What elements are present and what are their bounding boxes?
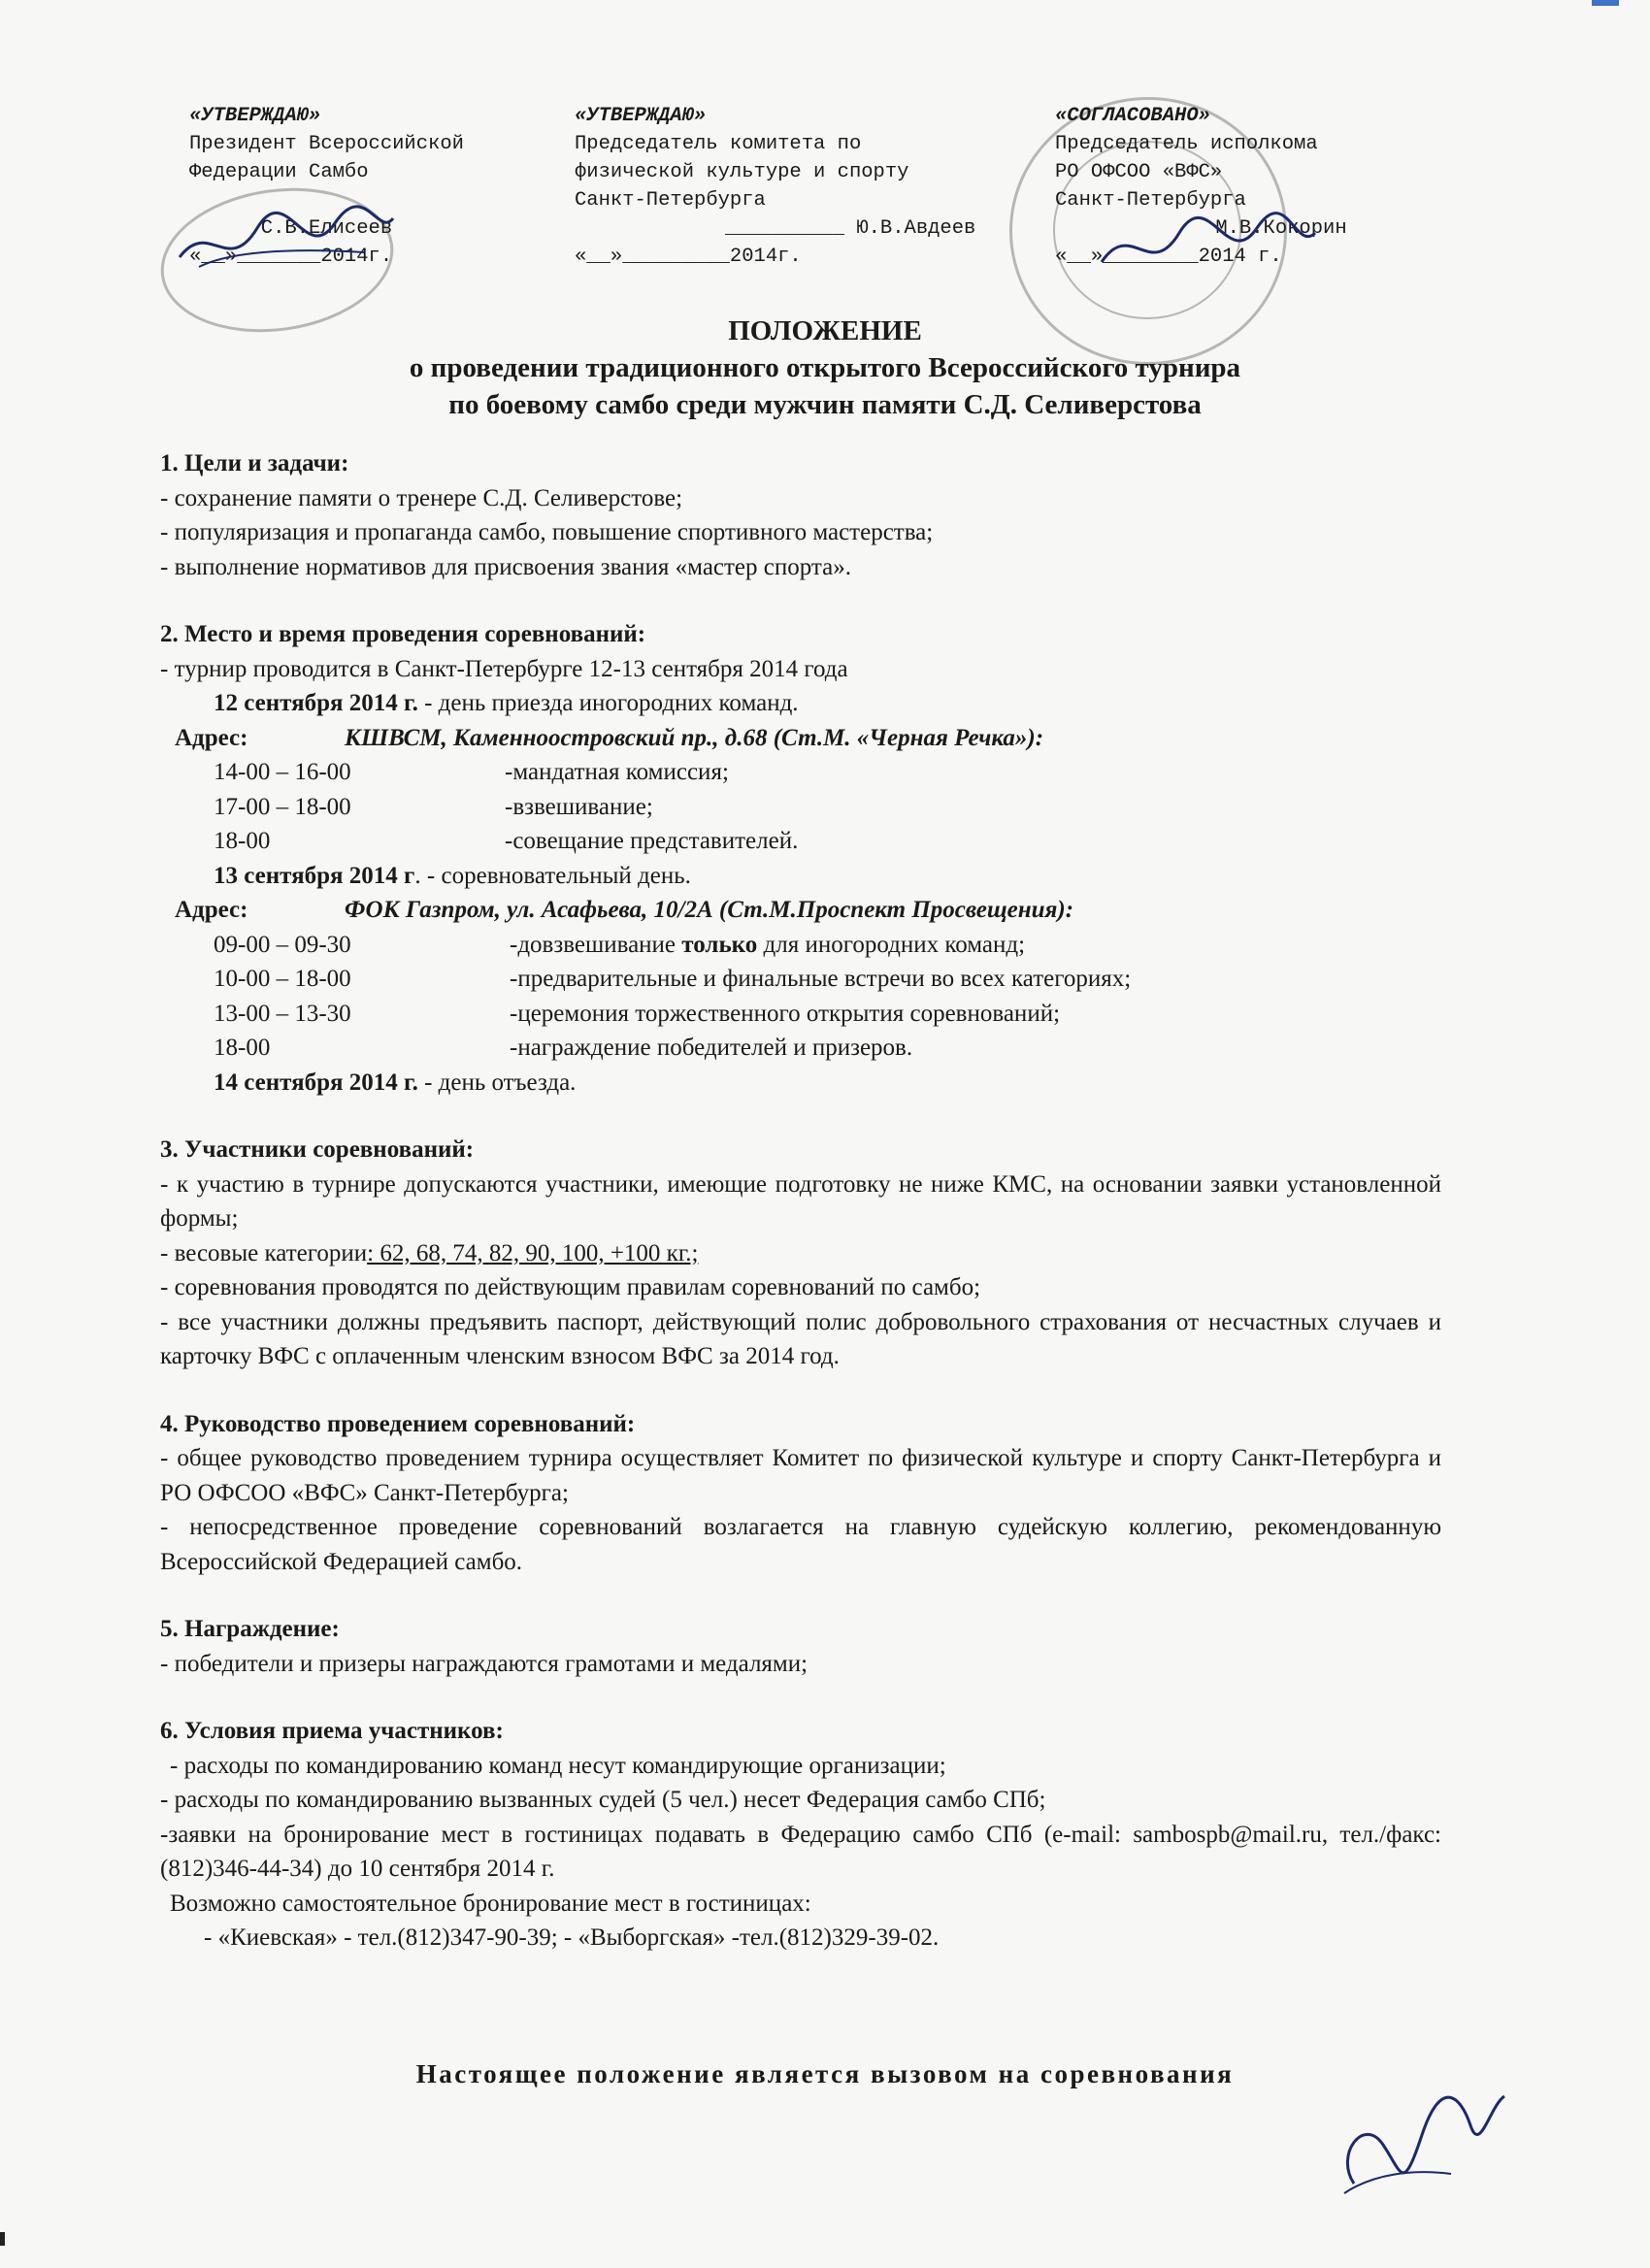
day-date: 13 сентября 2014 г — [214, 862, 415, 889]
section-heading: 6. Условия приема участников: — [160, 1718, 504, 1744]
approval-heading: «УТВЕРЖДАЮ» — [189, 105, 321, 127]
approval-line: РО ОФСОО «ВФС» — [1055, 161, 1223, 183]
approval-line: Федерации Самбо — [189, 161, 369, 183]
address-label: Адрес: — [175, 724, 248, 751]
schedule-desc-emph: только — [681, 931, 758, 958]
paragraph: - общее руководство проведением турнира осуществляет Комитет по физической культуре и спорту Санкт-Петербурга и РО ОФСОО «ВФС» Санкт-Петербурга; — [160, 1445, 1441, 1506]
paragraph: - расходы по командированию команд несут командирующие организации; — [170, 1752, 946, 1779]
schedule-row — [160, 997, 1441, 1032]
paragraph: - непосредственное проведение соревнований возлагается на главную судейскую коллегию, рекомендованную Всероссийской Федерацией самбо. — [160, 1514, 1441, 1575]
schedule-time: 18-00 — [214, 1035, 271, 1061]
paragraph: - расходы по командированию вызванных судей (5 чел.) несет Федерация самбо СПб; — [160, 1787, 1046, 1813]
paragraph: - турнир проводится в Санкт-Петербурге 12-13 сентября 2014 года — [160, 655, 848, 682]
section-heading: 3. Участники соревнований: — [160, 1136, 475, 1163]
approval-line: Председатель исполкома — [1055, 133, 1318, 155]
paragraph — [160, 1236, 1441, 1271]
list-item: - сохранение памяти о тренере С.Д. Селиверстове; — [160, 484, 683, 511]
day-desc: . - соревновательный день. — [414, 862, 691, 889]
schedule-row — [160, 824, 1441, 859]
schedule-row — [160, 755, 1441, 790]
signature-icon — [1325, 2077, 1509, 2213]
schedule-time: 09-00 – 09-30 — [214, 931, 351, 958]
approval-date: «__»_______2014г. — [189, 246, 393, 268]
approval-date: «__»_________2014г. — [575, 246, 802, 268]
section-heading: 1. Цели и задачи: — [160, 450, 349, 477]
paragraph: Возможно самостоятельное бронирование мест в гостиницах: — [170, 1890, 811, 1917]
approval-heading: «УТВЕРЖДАЮ» — [575, 105, 707, 127]
schedule-time: 17-00 – 18-00 — [214, 793, 351, 820]
day-date: 14 сентября 2014 г. — [214, 1068, 418, 1096]
address-line — [160, 893, 1441, 928]
schedule-row — [160, 928, 1441, 963]
paragraph-part: - весовые категории — [160, 1239, 368, 1266]
address-label: Адрес: — [175, 897, 248, 923]
paragraph: - все участники должны предъявить паспорт, действующий полис добровольного страхования от несчастных случаев и карточку ВФС с оплаченным членским взносом ВФС за 2014 год. — [160, 1308, 1441, 1369]
schedule-desc: -мандатная комиссия; — [505, 759, 729, 785]
schedule-row — [160, 790, 1441, 825]
schedule-time: 14-00 – 16-00 — [214, 759, 351, 785]
document-subtitle: о проведении традиционного открытого Всероссийского турнира — [409, 352, 1241, 383]
schedule-time: 18-00 — [214, 828, 271, 854]
document-subtitle: по боевому самбо среди мужчин памяти С.Д. Селиверстова — [448, 389, 1202, 420]
paragraph: - к участию в турнире допускаются участники, имеющие подготовку не ниже КМС, на основании заявки установленной формы; — [160, 1170, 1441, 1232]
schedule-desc-part: -довзвешивание — [510, 931, 682, 958]
document-body — [160, 446, 1441, 1956]
document-title: ПОЛОЖЕНИЕ — [728, 315, 922, 346]
day-desc: - день приезда иногородних команд. — [417, 690, 799, 716]
schedule-desc: -совещание представителей. — [505, 828, 799, 854]
page-mark — [0, 2232, 5, 2246]
approval-line: Президент Всероссийской — [189, 133, 464, 155]
schedule-desc: -церемония торжественного открытия соревнований; — [510, 1000, 1061, 1027]
approval-line: Председатель комитета по — [575, 133, 862, 155]
approval-block-president — [189, 102, 464, 271]
approval-signer: М.В.Кокорин — [1084, 217, 1347, 240]
approval-block-agreed — [1055, 102, 1347, 271]
approval-date: «__»________2014 г. — [1055, 246, 1282, 268]
approval-line: Санкт-Петербурга — [1055, 189, 1246, 212]
schedule-desc: -предварительные и финальные встречи во всех категориях; — [510, 966, 1132, 992]
paragraph: - соревнования проводятся по действующим правилам соревнований по самбо; — [160, 1274, 981, 1300]
schedule-row — [160, 962, 1441, 997]
paragraph: -заявки на бронирование мест в гостиницах подавать в Федерацию самбо СПб (e-mail: sambospb@mail.ru, тел./факс:(812)346-44-34) до 10 сентября 2014 г. — [160, 1821, 1441, 1882]
address-value: ФОК Газпром, ул. Асафьева, 10/2А (Ст.М.Проспект Просвещения): — [345, 897, 1074, 923]
schedule-day — [160, 686, 1441, 721]
paragraph: - победители и призеры награждаются грамотами и медалями; — [160, 1650, 808, 1677]
schedule-desc-part: для иногородних команд; — [757, 931, 1026, 958]
section-heading: 5. Награждение: — [160, 1616, 340, 1642]
schedule-desc: -награждение победителей и призеров. — [510, 1035, 913, 1061]
schedule-desc: -взвешивание; — [505, 793, 653, 820]
approval-header — [0, 0, 1650, 291]
schedule-day — [160, 1066, 1441, 1101]
approval-line: Санкт-Петербурга — [575, 189, 766, 212]
address-line — [160, 721, 1441, 756]
approval-signer: __________ Ю.В.Авдеев — [725, 217, 976, 240]
weight-categories: : 62, 68, 74, 82, 90, 100, +100 кг.; — [367, 1239, 699, 1266]
approval-block-committee — [575, 102, 975, 271]
schedule-day — [160, 859, 1441, 894]
address-value: КШВСМ, Каменноостровский пр., д.68 (Ст.М. «Черная Речка»): — [345, 724, 1044, 751]
schedule-time: 13-00 – 13-30 — [214, 1000, 351, 1027]
list-item: - выполнение нормативов для присвоения звания «мастер спорта». — [160, 553, 851, 580]
section-heading: 4. Руководство проведением соревнований: — [160, 1410, 636, 1437]
day-desc: - день отъезда. — [417, 1068, 577, 1096]
approval-line: физической культуре и спорту — [575, 161, 909, 183]
list-item: - популяризация и пропаганда самбо, повышение спортивного мастерства; — [160, 519, 934, 545]
day-date: 12 сентября 2014 г. — [214, 690, 418, 716]
paragraph: - «Киевская» - тел.(812)347-90-39; - «Выборгская» -тел.(812)329-39-02. — [204, 1924, 940, 1951]
approval-heading: «СОГЛАСОВАНО» — [1055, 105, 1210, 127]
document-footer: Настоящее положение является вызовом на соревнования — [415, 2059, 1235, 2088]
schedule-time: 10-00 – 18-00 — [214, 966, 351, 992]
schedule-desc — [510, 932, 1025, 958]
schedule-row — [160, 1031, 1441, 1066]
section-heading: 2. Место и время проведения соревнований: — [160, 621, 646, 647]
approval-signer: С.В.Елисеев — [189, 217, 393, 240]
